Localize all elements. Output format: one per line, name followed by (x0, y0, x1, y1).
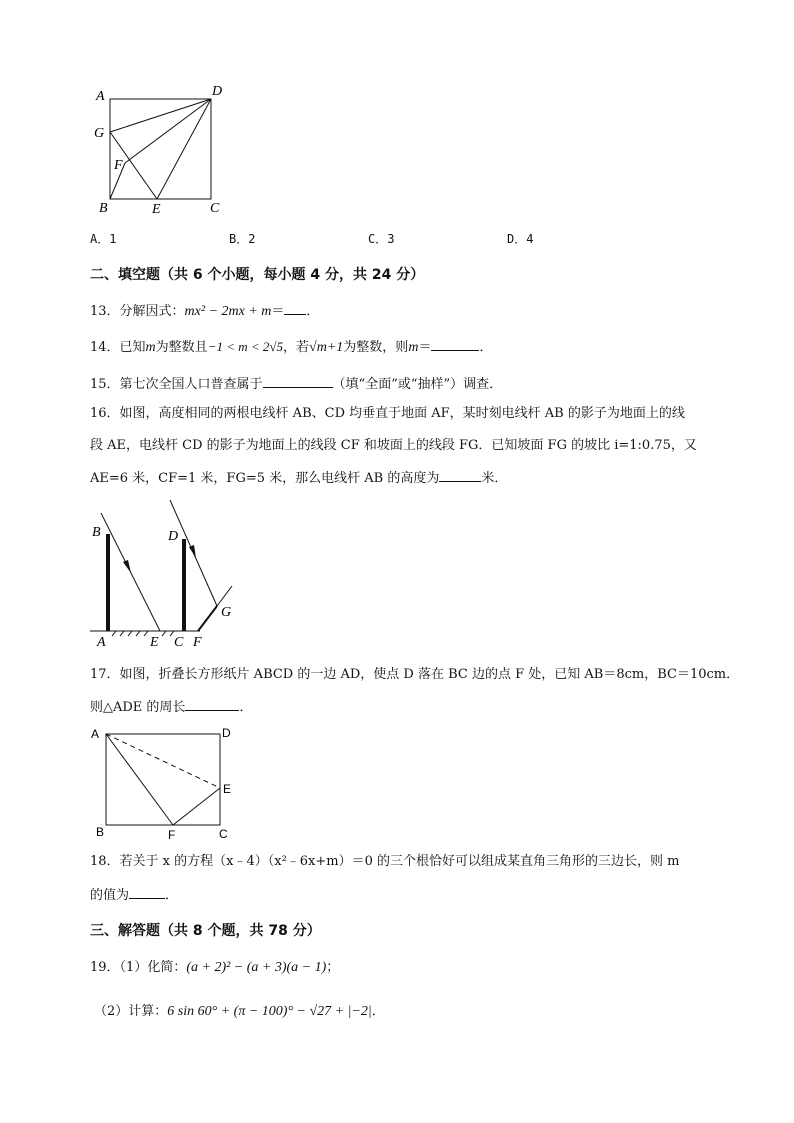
segment-df (125, 99, 211, 163)
ray-arrow-1 (123, 560, 131, 573)
label-g: G (94, 126, 105, 141)
label-f: F (114, 158, 123, 173)
question-13 (90, 300, 319, 322)
q18-answer-blank[interactable] (129, 884, 165, 899)
square-abcd (110, 99, 211, 199)
q17-figure (88, 724, 248, 844)
q16-answer-blank[interactable] (439, 467, 481, 482)
segment-ae-dashed (106, 734, 220, 788)
label-f: F (168, 828, 176, 842)
label-g: G (221, 605, 232, 620)
q14-var-m2: m (408, 340, 419, 355)
q18-line-1: 18．若关于 x 的方程（x﹣4）（x²﹣6x+m）＝0 的三个根恰好可以组成某直角三角形的三边长，则 m (90, 854, 680, 869)
q14-end: ． (479, 340, 493, 355)
label-a: A (91, 727, 100, 741)
q19-part-1-prefix: 19．（1）化简： (90, 960, 187, 975)
q15-prefix: 15．第七次全国人口普查属于 (90, 377, 263, 392)
q14-answer-blank[interactable] (431, 336, 479, 351)
ground-hatching (112, 631, 174, 636)
q14-prefix: 14．已知 (90, 340, 146, 355)
label-e: E (150, 635, 159, 650)
label-d: D (222, 726, 231, 740)
q14-inequality: −1 < m < 2√5 (207, 339, 284, 354)
label-f: F (193, 635, 202, 650)
q16-line-1: 16．如图，高度相同的两根电线杆 AB、CD 均垂直于地面 AF，某时刻电线杆 AB 的影子为地面上的线 (90, 406, 685, 421)
q17-line-2 (90, 696, 252, 718)
q14-mid2: ，若 (283, 340, 310, 355)
label-d: D (212, 84, 223, 99)
label-e: E (152, 202, 161, 217)
q14-mid: 为整数且 (155, 340, 208, 355)
segment-fe (173, 788, 220, 825)
section-3-title: 三、解答题（共 8 个题，共 78 分） (90, 923, 321, 939)
q16-line-2: 段 AE，电线杆 CD 的影子为地面上的线段 CF 和坡面上的线段 FG．已知坡面 FG 的坡比 i=1:0.75，又 (90, 438, 697, 453)
q17-line-1: 17．如图，折叠长方形纸片 ABCD 的一边 AD，使点 D 落在 BC 边的点 F 处，已知 AB＝8cm，BC＝10cm． (90, 667, 740, 682)
q14-sqrt: √m+1 (309, 340, 344, 355)
q13-expression: mx² − 2mx + m (184, 304, 272, 319)
q16-line-3a: AE=6 米，CF=1 米，FG=5 米，那么电线杆 AB 的高度为 (90, 471, 440, 486)
q16-line-3 (90, 467, 507, 489)
label-c: C (210, 201, 220, 216)
q19-part-2-prefix: （2）计算： (94, 1004, 168, 1019)
q19-part-1-expression: (a + 2)² − (a + 3)(a − 1) (186, 960, 327, 975)
label-b: B (96, 825, 105, 839)
q12-option-a: A．1 (90, 232, 117, 246)
label-c: C (174, 635, 184, 650)
label-a: A (97, 635, 106, 650)
q15-suffix: （填“全面”或“抽样”）调查． (332, 377, 503, 392)
section-2-title: 二、填空题（共 6 个小题，每小题 4 分，共 24 分） (90, 267, 425, 283)
slope-fg (198, 606, 217, 631)
ray-arrow-2 (189, 545, 196, 558)
segment-af (106, 734, 173, 825)
q14-var-m: m (145, 340, 156, 355)
q12-option-d: D．4 (507, 232, 534, 246)
label-e: E (223, 782, 232, 796)
q18-line-2b: ． (165, 888, 179, 903)
q19-part-2-end: ． (371, 1004, 385, 1019)
q13-end: ． (306, 304, 320, 319)
question-14 (90, 336, 492, 358)
q17-line-2b: ． (239, 700, 253, 715)
q13-prefix: 13．分解因式： (90, 304, 185, 319)
question-15 (90, 373, 502, 395)
q17-answer-blank[interactable] (185, 696, 239, 711)
q12-option-b: B．2 (229, 232, 256, 246)
label-d: D (168, 529, 179, 544)
q18-line-2a: 的值为 (90, 888, 130, 903)
q18-line-2 (90, 884, 178, 906)
q12-figure (90, 80, 240, 220)
q19-part-1 (90, 958, 339, 978)
label-a: A (96, 89, 105, 104)
q19-part-2-expression: 6 sin 60° + (π − 100)° − √27 + |−2| (167, 1004, 372, 1019)
q14-equals: ＝ (418, 340, 432, 355)
q13-equals: ＝ (271, 304, 285, 319)
q15-answer-blank[interactable] (263, 373, 333, 388)
q19-part-1-end: ； (326, 960, 340, 975)
slope-extension (217, 586, 232, 606)
q12-option-c: C．3 (368, 232, 395, 246)
q16-line-3b: 米． (481, 471, 508, 486)
label-c: C (219, 827, 228, 841)
label-b: B (99, 201, 108, 216)
q17-line-2a: 则△ADE 的周长 (90, 700, 186, 715)
q19-part-2 (94, 1002, 385, 1022)
label-b: B (92, 525, 101, 540)
q13-answer-blank[interactable] (284, 300, 306, 315)
q16-figure (88, 498, 248, 650)
q14-mid3: 为整数，则 (343, 340, 409, 355)
